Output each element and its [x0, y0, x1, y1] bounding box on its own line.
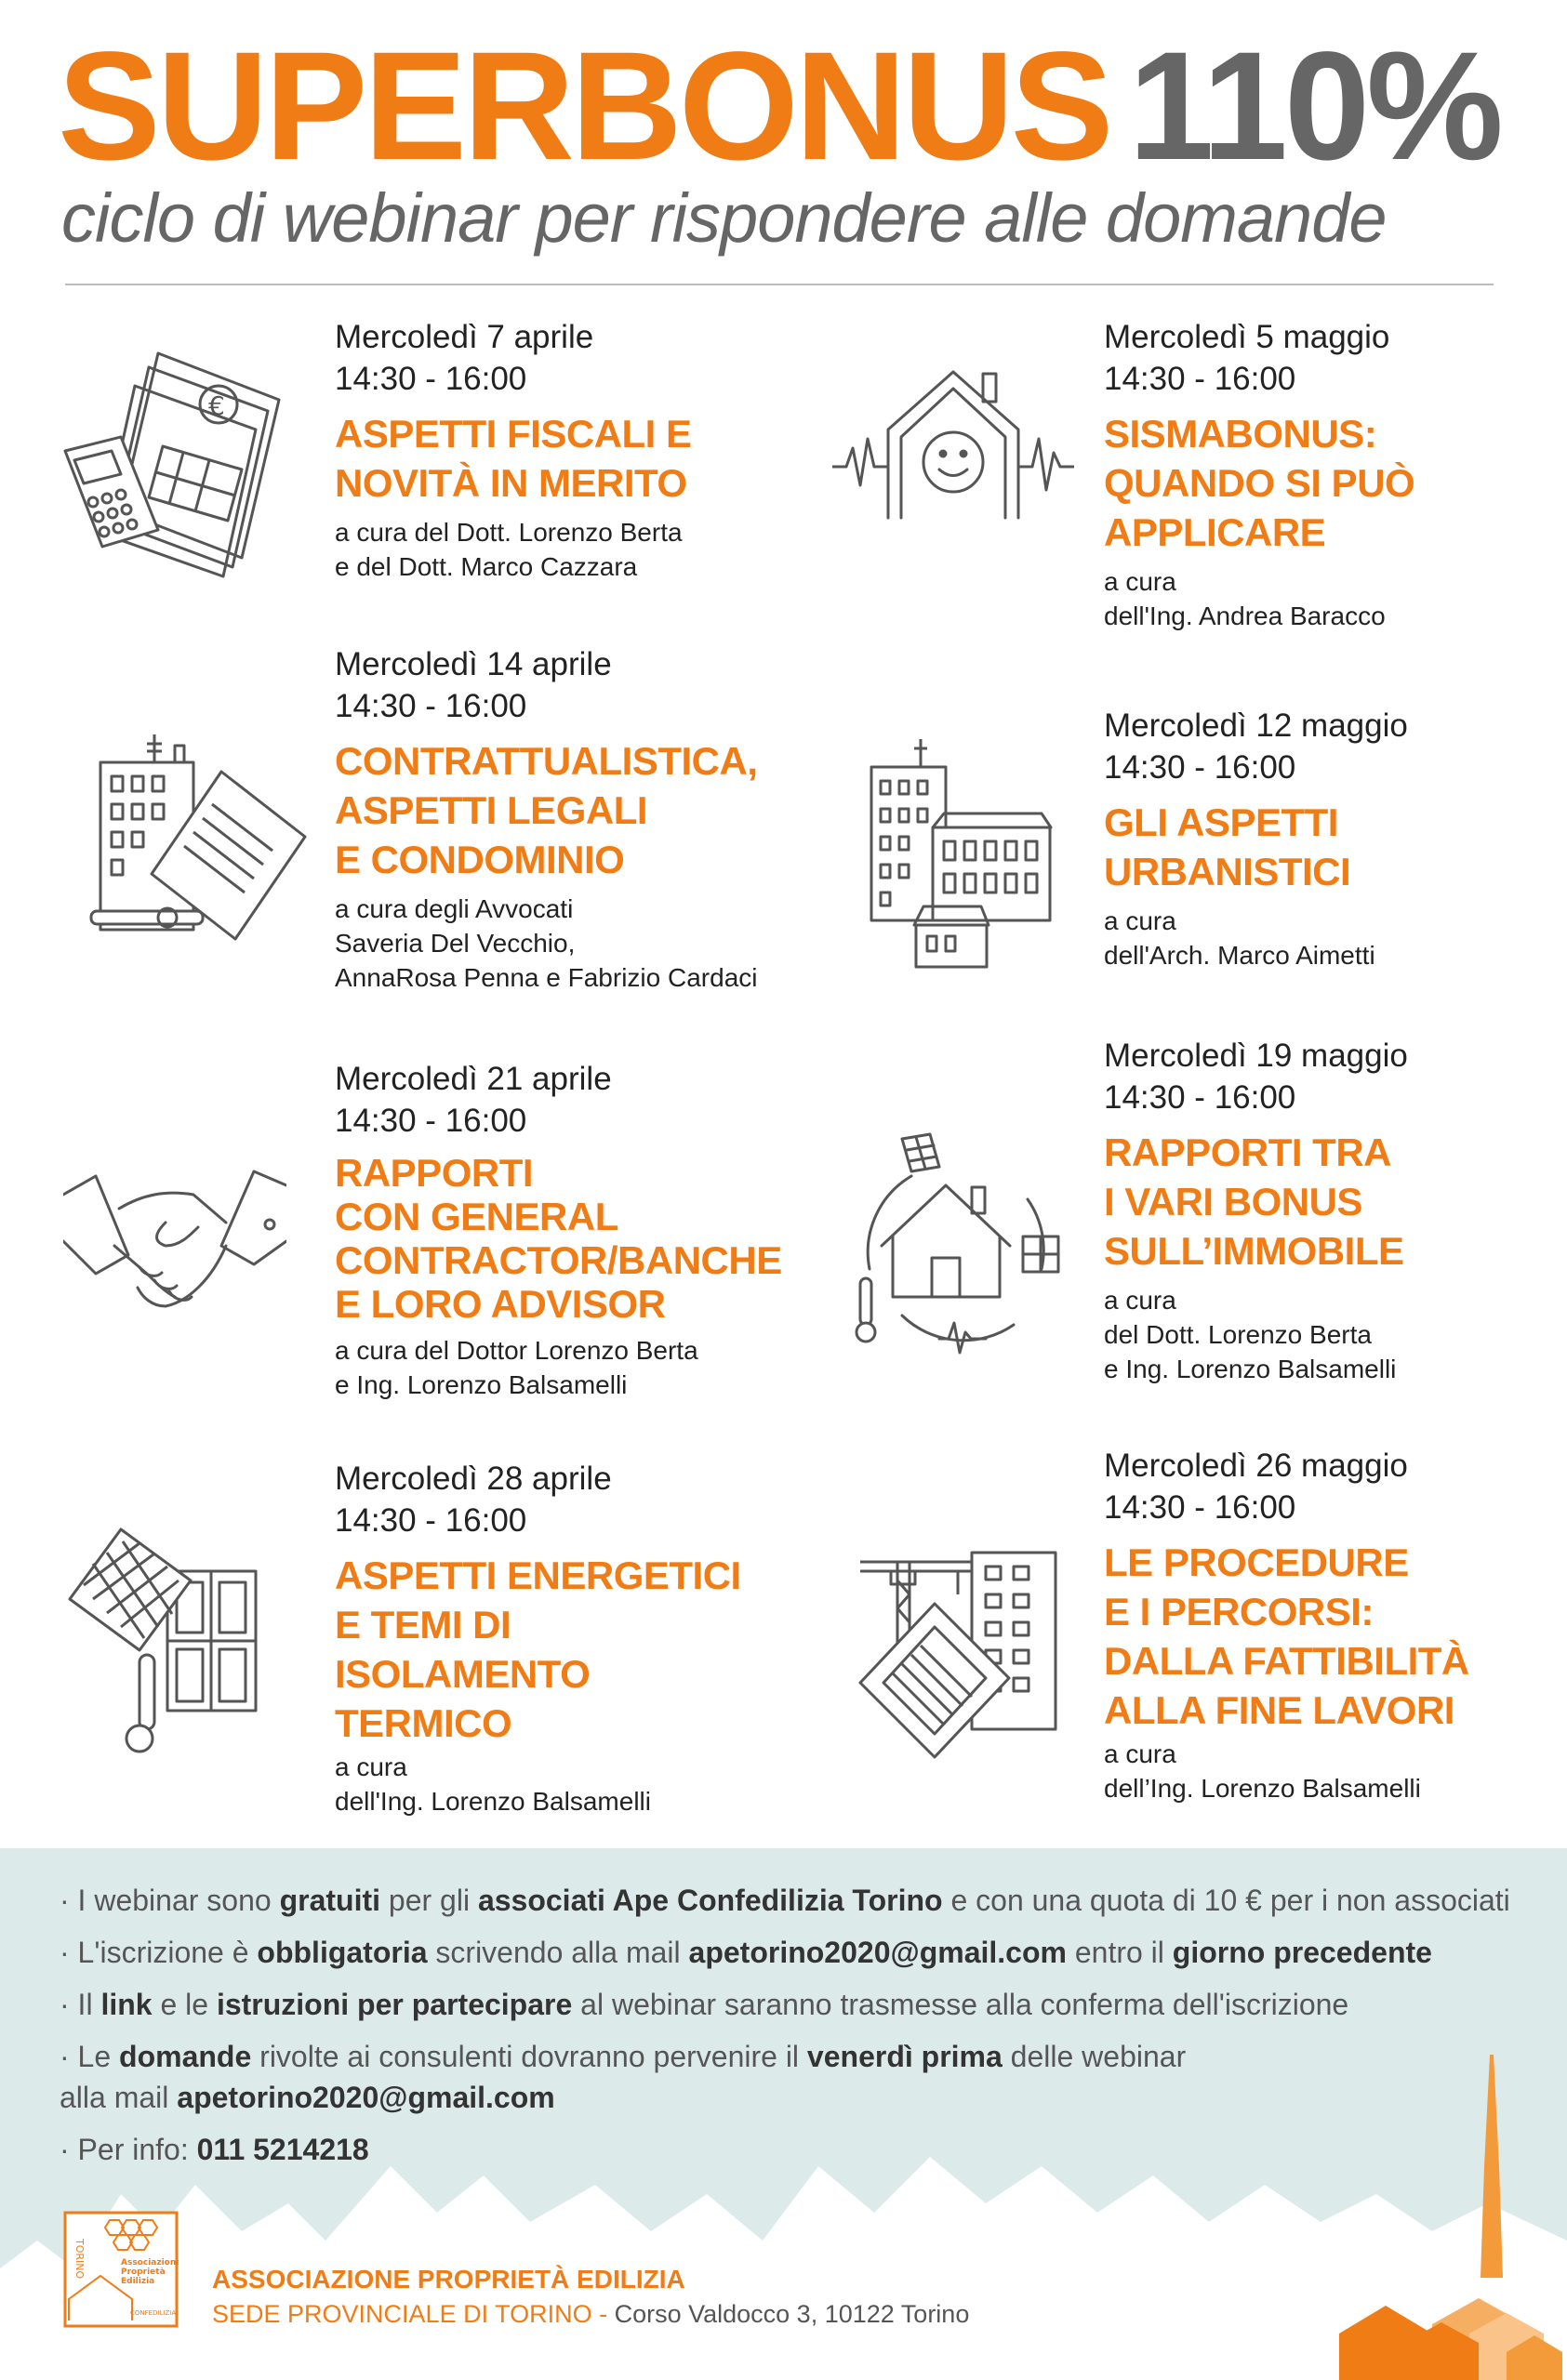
event-time: 14:30 - 16:00	[1104, 1079, 1296, 1116]
building-contract-icon	[82, 734, 324, 948]
event-date: Mercoledì 26 maggio	[1104, 1448, 1408, 1484]
event-title: SISMABONUS: QUANDO SI PUÒ APPLICARE	[1104, 412, 1415, 554]
event-title: LE PROCEDURE E I PERCORSI: DALLA FATTIBILITÀ ALLA FINE LAVORI	[1104, 1540, 1469, 1732]
email-link[interactable]: apetorino2020@gmail.com	[688, 1936, 1067, 1969]
page-subtitle: ciclo di webinar per rispondere alle domande	[61, 179, 1387, 257]
handshake-icon	[63, 1157, 286, 1325]
event-card-5-maggio	[1104, 316, 1567, 633]
event-speaker: a cura del Dottor Lorenzo Berta e Ing. Lorenzo Balsamelli	[335, 1336, 698, 1399]
event-time: 14:30 - 16:00	[1104, 749, 1296, 786]
event-speaker: a cura dell’Ing. Lorenzo Balsamelli	[1104, 1739, 1421, 1803]
event-time: 14:30 - 16:00	[335, 688, 527, 724]
event-card-26-maggio	[1104, 1445, 1567, 1805]
info-bullet-questions: · Le domande rivolte ai consulenti dovranno pervenire il venerdì prima delle webinar alla mail apetorino2020@gmail.com	[60, 2040, 1187, 2114]
event-title: GLI ASPETTI URBANISTICI	[1104, 800, 1351, 893]
city-buildings-icon	[870, 739, 1056, 972]
event-date: Mercoledì 5 maggio	[1104, 319, 1390, 355]
svg-text:Associazione: Associazione	[121, 2258, 179, 2268]
title-percent: 110%	[1128, 20, 1500, 192]
event-time: 14:30 - 16:00	[335, 361, 527, 397]
info-bullet-phone: · Per info: 011 5214218	[60, 2133, 369, 2166]
event-date: Mercoledì 21 aprile	[335, 1061, 612, 1097]
mole-antonelliana-icon	[1283, 2055, 1567, 2380]
event-card-21-aprile	[335, 1058, 818, 1402]
event-time: 14:30 - 16:00	[1104, 1489, 1296, 1526]
event-title: CONTRATTUALISTICA, ASPETTI LEGALI E CONDOMINIO	[335, 739, 758, 881]
svg-text:€: €	[208, 390, 225, 421]
svg-text:CONFEDILIZIA: CONFEDILIZIA	[130, 2309, 177, 2317]
event-title: RAPPORTI CON GENERAL CONTRACTOR/BANCHE E LORO ADVISOR	[335, 1151, 782, 1326]
event-speaker: a cura dell'Arch. Marco Aimetti	[1104, 906, 1375, 970]
info-bullet-free: · I webinar sono gratuiti per gli associati Ape Confedilizia Torino e con una quota di 10 € per i non associati	[60, 1884, 1510, 1917]
event-date: Mercoledì 7 aprile	[335, 319, 594, 355]
info-bullet-link: · Il link e le istruzioni per partecipare al webinar saranno trasmesse alla conferma dell'iscrizione	[60, 1988, 1349, 2021]
event-title: ASPETTI FISCALI E NOVITÀ IN MERITO	[335, 412, 692, 505]
event-date: Mercoledì 19 maggio	[1104, 1038, 1408, 1074]
svg-text:Edilizia: Edilizia	[121, 2277, 155, 2286]
email-link[interactable]: apetorino2020@gmail.com	[177, 2081, 555, 2114]
event-speaker: a cura del Dott. Lorenzo Berta e del Dott. Marco Cazzara	[335, 518, 683, 581]
event-speaker: a cura dell'Ing. Lorenzo Balsamelli	[335, 1752, 651, 1816]
construction-crane-icon	[856, 1543, 1060, 1766]
event-time: 14:30 - 16:00	[1104, 361, 1296, 397]
info-bullet-registration: · L'iscrizione è obbligatoria scrivendo alla mail apetorino2020@gmail.com entro il giorno precedente	[60, 1936, 1432, 1969]
title-main: SUPERBONUS	[58, 20, 1110, 192]
documents-calculator-icon	[56, 344, 298, 586]
event-speaker: a cura degli Avvocati Saveria Del Vecchio, AnnaRosa Penna e Fabrizio Cardaci	[335, 894, 758, 992]
event-card-28-aprile	[335, 1458, 818, 1818]
event-speaker: a cura dell'Ing. Andrea Baracco	[1104, 567, 1386, 630]
org-name: ASSOCIAZIONE PROPRIETÀ EDILIZIA	[212, 2265, 685, 2294]
svg-text:Proprietà: Proprietà	[121, 2268, 166, 2277]
event-title: RAPPORTI TRA I VARI BONUS SULL’IMMOBILE	[1104, 1130, 1404, 1273]
event-card-14-aprile	[335, 643, 818, 995]
event-speaker: a cura del Dott. Lorenzo Berta e Ing. Lorenzo Balsamelli	[1104, 1286, 1397, 1383]
event-date: Mercoledì 28 aprile	[335, 1461, 612, 1497]
event-time: 14:30 - 16:00	[335, 1502, 527, 1539]
house-cycle-icon	[846, 1130, 1060, 1362]
event-card-19-maggio	[1104, 1035, 1567, 1386]
event-title: ASPETTI ENERGETICI E TEMI DI ISOLAMENTO TERMICO	[335, 1554, 741, 1745]
event-date: Mercoledì 12 maggio	[1104, 707, 1408, 744]
header-divider	[65, 284, 1494, 285]
page-title	[58, 20, 1527, 192]
event-card-7-aprile	[335, 316, 818, 584]
event-time: 14:30 - 16:00	[335, 1103, 527, 1139]
event-card-12-maggio	[1104, 705, 1567, 972]
ape-logo	[63, 2211, 179, 2328]
svg-text:TORINO: TORINO	[73, 2239, 86, 2280]
event-date: Mercoledì 14 aprile	[335, 646, 612, 682]
solar-window-thermometer-icon	[65, 1525, 260, 1757]
phone-number[interactable]: 011 5214218	[196, 2133, 369, 2166]
seismic-house-icon	[832, 364, 1074, 532]
org-address: SEDE PROVINCIALE DI TORINO - Corso Valdocco 3, 10122 Torino	[212, 2300, 970, 2328]
